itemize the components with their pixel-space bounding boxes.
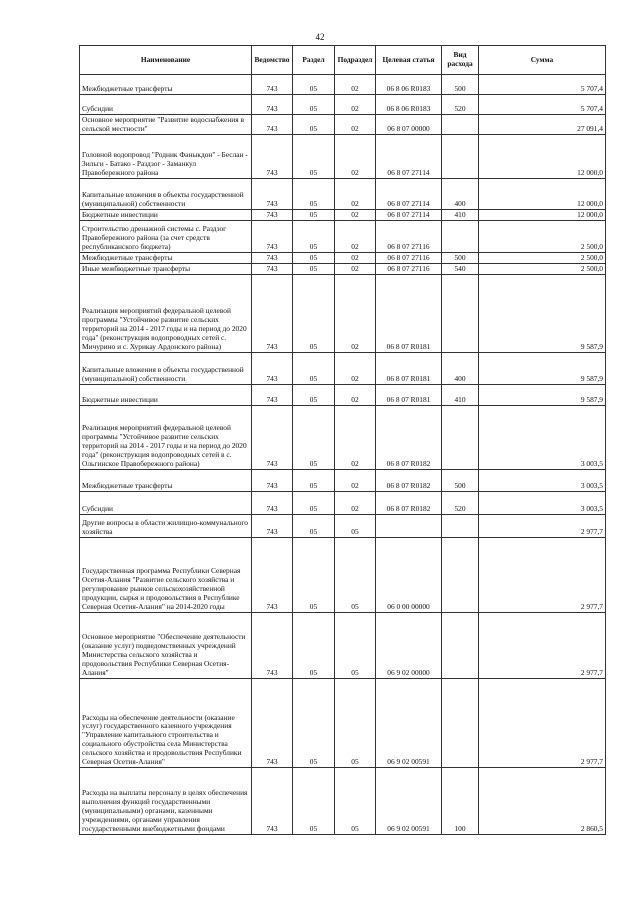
table-row [80, 275, 606, 353]
cell-type [442, 613, 479, 679]
table-row [80, 613, 606, 679]
cell-name: Основное мероприятие "Развитие водоснабжения в сельской местности" [80, 115, 252, 135]
cell-subsection: 02 [335, 95, 376, 115]
cell-section: 05 [293, 210, 335, 221]
cell-sum: 2 977,7 [479, 538, 606, 613]
table-row [80, 221, 606, 253]
cell-name: Другие вопросы в области жилищно-коммунального хозяйства [80, 515, 252, 538]
cell-section: 05 [293, 135, 335, 179]
cell-type: 410 [442, 385, 479, 406]
cell-name: Капитальные вложения в объекты государственной (муниципальной) собственности [80, 353, 252, 385]
table-row [80, 515, 606, 538]
table-row [80, 538, 606, 613]
cell-dept: 743 [252, 264, 293, 275]
cell-name: Межбюджетные трансферты [80, 253, 252, 264]
cell-sum: 12 000,0 [479, 179, 606, 210]
budget-table [79, 45, 606, 835]
cell-subsection: 02 [335, 275, 376, 353]
cell-name: Реализация мероприятий федеральной целевой программы "Устойчивое развитие сельских территорий на 2014 - 2017 годы и на период до 2020 года" (реконструкция водопроводных сетей с. Мичурино и с. Хурикау Ардонского района) [80, 275, 252, 353]
header-article: Целевая статья [376, 46, 442, 75]
page-number: 42 [315, 32, 325, 42]
cell-dept: 743 [252, 613, 293, 679]
cell-type: 520 [442, 492, 479, 515]
cell-article: 06 8 07 27116 [376, 253, 442, 264]
cell-subsection: 05 [335, 679, 376, 768]
table-row [80, 679, 606, 768]
cell-dept: 743 [252, 768, 293, 835]
cell-article: 06 9 02 00000 [376, 613, 442, 679]
cell-type: 100 [442, 768, 479, 835]
cell-subsection: 02 [335, 210, 376, 221]
table-row [80, 353, 606, 385]
table-row [80, 492, 606, 515]
cell-sum: 3 003,5 [479, 406, 606, 470]
cell-sum: 2 500,0 [479, 221, 606, 253]
cell-type: 540 [442, 264, 479, 275]
cell-name: Субсидии [80, 492, 252, 515]
cell-article: 06 8 06 R0183 [376, 75, 442, 95]
table-row [80, 768, 606, 835]
table-row [80, 264, 606, 275]
cell-section: 05 [293, 492, 335, 515]
cell-section: 05 [293, 253, 335, 264]
cell-type: 400 [442, 353, 479, 385]
cell-subsection: 02 [335, 75, 376, 95]
cell-dept: 743 [252, 515, 293, 538]
cell-subsection: 05 [335, 768, 376, 835]
header-sum: Сумма [479, 46, 606, 75]
cell-type [442, 221, 479, 253]
cell-name: Реализация мероприятий федеральной целевой программы "Устойчивое развитие сельских территорий на 2014 - 2017 годы и на период до 2020 года" (реконструкция водопроводных сетей в с. Ольгинское Правобережного района) [80, 406, 252, 470]
cell-name: Субсидии [80, 95, 252, 115]
cell-section: 05 [293, 275, 335, 353]
cell-type: 410 [442, 210, 479, 221]
cell-type [442, 515, 479, 538]
cell-dept: 743 [252, 210, 293, 221]
cell-section: 05 [293, 515, 335, 538]
header-section: Раздел [293, 46, 335, 75]
cell-type: 400 [442, 179, 479, 210]
cell-type [442, 679, 479, 768]
cell-dept: 743 [252, 135, 293, 179]
cell-sum: 2 500,0 [479, 264, 606, 275]
table-row [80, 115, 606, 135]
cell-dept: 743 [252, 406, 293, 470]
header-row [80, 46, 606, 75]
cell-name: Головной водопровод "Родник Фаныкдон" - Беслан - Зильги - Батако - Раздзог - Заманкул Правобережного района [80, 135, 252, 179]
cell-dept: 743 [252, 353, 293, 385]
cell-type: 520 [442, 95, 479, 115]
cell-type [442, 538, 479, 613]
cell-sum: 3 003,5 [479, 470, 606, 492]
cell-sum: 2 977,7 [479, 515, 606, 538]
cell-section: 05 [293, 179, 335, 210]
cell-section: 05 [293, 538, 335, 613]
cell-section: 05 [293, 221, 335, 253]
cell-sum: 2 977,7 [479, 613, 606, 679]
cell-name: Расходы на выплаты персоналу в целях обеспечения выполнения функций государственными (муниципальными) органами, казенными учреждениями, органами управления государственными внебюджетными фондами [80, 768, 252, 835]
cell-type [442, 406, 479, 470]
cell-subsection: 02 [335, 115, 376, 135]
cell-sum: 9 587,9 [479, 275, 606, 353]
cell-section: 05 [293, 75, 335, 95]
table-row [80, 135, 606, 179]
cell-sum: 2 500,0 [479, 253, 606, 264]
table-row [80, 75, 606, 95]
cell-subsection: 02 [335, 179, 376, 210]
cell-name: Основное мероприятие "Обеспечение деятельности (оказание услуг) подведомственных учреждений Министерства сельского хозяйства и продовольствия Республики Северная Осетия-Алания" [80, 613, 252, 679]
cell-sum: 12 000,0 [479, 210, 606, 221]
cell-name: Строительство дренажной системы с. Раздзог Правобережного района (за счет средств республиканского бюджета) [80, 221, 252, 253]
cell-section: 05 [293, 679, 335, 768]
table-row [80, 385, 606, 406]
cell-section: 05 [293, 406, 335, 470]
cell-type: 500 [442, 75, 479, 95]
cell-article: 06 8 07 R0182 [376, 406, 442, 470]
cell-subsection: 02 [335, 492, 376, 515]
cell-article: 06 8 07 R0182 [376, 492, 442, 515]
cell-subsection: 02 [335, 135, 376, 179]
cell-article: 06 8 07 27114 [376, 179, 442, 210]
cell-sum: 12 000,0 [479, 135, 606, 179]
cell-subsection: 05 [335, 515, 376, 538]
table-row [80, 210, 606, 221]
cell-name: Государственная программа Республики Северная Осетия-Алания "Развитие сельского хозяйства и регулирование рынков сельскохозяйственной продукции, сырья и продовольствия в Республике Северная Осетия-Алания" на 2014-2020 годы [80, 538, 252, 613]
cell-dept: 743 [252, 95, 293, 115]
cell-article: 06 8 07 27116 [376, 264, 442, 275]
cell-sum: 5 707,4 [479, 75, 606, 95]
cell-subsection: 05 [335, 613, 376, 679]
cell-dept: 743 [252, 115, 293, 135]
cell-type: 500 [442, 470, 479, 492]
header-dept: Ведомство [252, 46, 293, 75]
cell-name: Иные межбюджетные трансферты [80, 264, 252, 275]
header-type: Вид расхода [442, 46, 479, 75]
cell-type [442, 135, 479, 179]
cell-article: 06 8 06 R0183 [376, 95, 442, 115]
cell-section: 05 [293, 768, 335, 835]
cell-dept: 743 [252, 470, 293, 492]
cell-section: 05 [293, 264, 335, 275]
cell-article: 06 8 07 27114 [376, 135, 442, 179]
header-name: Наименование [80, 46, 252, 75]
cell-subsection: 02 [335, 470, 376, 492]
cell-section: 05 [293, 95, 335, 115]
cell-article: 06 9 02 00591 [376, 679, 442, 768]
cell-dept: 743 [252, 221, 293, 253]
cell-dept: 743 [252, 75, 293, 95]
header-subsection: Подраздел [335, 46, 376, 75]
cell-section: 05 [293, 115, 335, 135]
cell-name: Бюджетные инвестиции [80, 385, 252, 406]
cell-sum: 9 587,9 [479, 385, 606, 406]
cell-dept: 743 [252, 679, 293, 768]
table-row [80, 179, 606, 210]
cell-section: 05 [293, 613, 335, 679]
cell-name: Бюджетные инвестиции [80, 210, 252, 221]
cell-type [442, 115, 479, 135]
cell-name: Межбюджетные трансферты [80, 75, 252, 95]
cell-article: 06 9 02 00591 [376, 768, 442, 835]
cell-subsection: 02 [335, 221, 376, 253]
cell-subsection: 02 [335, 385, 376, 406]
cell-type: 500 [442, 253, 479, 264]
cell-article: 06 0 00 00000 [376, 538, 442, 613]
table-row [80, 253, 606, 264]
cell-name: Капитальные вложения в объекты государственной (муниципальной) собственности [80, 179, 252, 210]
cell-article: 06 8 07 R0181 [376, 385, 442, 406]
cell-dept: 743 [252, 385, 293, 406]
cell-sum: 3 003,5 [479, 492, 606, 515]
table-row [80, 406, 606, 470]
cell-sum: 2 977,7 [479, 679, 606, 768]
cell-section: 05 [293, 470, 335, 492]
cell-article: 06 8 07 R0182 [376, 470, 442, 492]
cell-subsection: 02 [335, 264, 376, 275]
cell-article: 06 8 07 R0181 [376, 275, 442, 353]
cell-section: 05 [293, 385, 335, 406]
cell-sum: 27 091,4 [479, 115, 606, 135]
cell-article [376, 515, 442, 538]
cell-sum: 5 707,4 [479, 95, 606, 115]
cell-name: Расходы на обеспечение деятельности (оказание услуг) государственного казенного учреждения "Управление капитального строительства и социального обустройства села Министерства сельского хозяйства и продовольствия Республики Северная Осетия-Алания" [80, 679, 252, 768]
cell-sum: 9 587,9 [479, 353, 606, 385]
cell-dept: 743 [252, 253, 293, 264]
cell-article: 06 8 07 27114 [376, 210, 442, 221]
cell-type [442, 275, 479, 353]
cell-dept: 743 [252, 275, 293, 353]
cell-dept: 743 [252, 179, 293, 210]
cell-subsection: 02 [335, 253, 376, 264]
cell-section: 05 [293, 353, 335, 385]
cell-dept: 743 [252, 492, 293, 515]
cell-article: 06 8 07 00000 [376, 115, 442, 135]
cell-name: Межбюджетные трансферты [80, 470, 252, 492]
cell-article: 06 8 07 R0181 [376, 353, 442, 385]
cell-subsection: 02 [335, 353, 376, 385]
cell-subsection: 02 [335, 406, 376, 470]
cell-subsection: 05 [335, 538, 376, 613]
table-row [80, 95, 606, 115]
table-row [80, 470, 606, 492]
cell-article: 06 8 07 27116 [376, 221, 442, 253]
cell-sum: 2 860,5 [479, 768, 606, 835]
cell-dept: 743 [252, 538, 293, 613]
